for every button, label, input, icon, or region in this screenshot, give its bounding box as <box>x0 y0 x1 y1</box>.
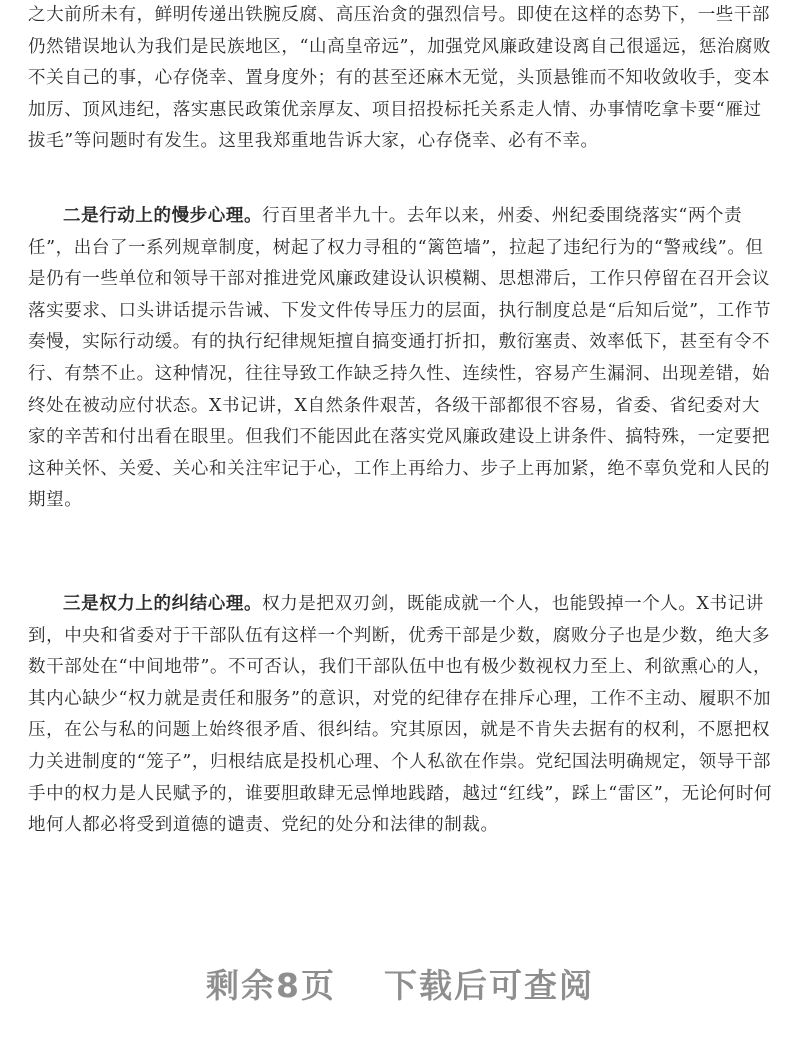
paragraph-2-body: 行百里者半九十。去年以来，州委、州纪委围绕落实“两个责任”，出台了一系列规章制度，树起了权力寻租的“篱笆墙”，拉起了违纪行为的“警戒线”。但是仍有一些单位和领导干部对推进党风廉政建设认识模糊、思想滞后，工作只停留在召开会议落实要求、口头讲话提示告诫、下发文件传导压力的层面，执行制度总是“后知后觉”，工作节奏慢，实际行动缓。有的执行纪律规矩擅自搞变通打折扣，敷衍塞责、效率低下，甚至有令不行、有禁不止。这种情况，往往导致工作缺乏持久性、连续性，容易产生漏洞、出现差错，始终处在被动应付状态。X书记讲，X自然条件艰苦，各级干部都很不容易，省委、省纪委对大家的辛苦和付出看在眼里。但我们不能因此在落实党风廉政建设上讲条件、搞特殊，一定要把这种关怀、关爱、关心和关注牢记于心，工作上再给力、步子上再加紧，绝不辜负党和人民的期望。 <box>28 206 772 511</box>
paragraph-3-body: 权力是把双刃剑，既能成就一个人，也能毁掉一个人。X书记讲到，中央和省委对于干部队伍有这样一个判断，优秀干部是少数，腐败分子也是少数，绝大多数干部处在“中间地带”。不可否认，我们干部队伍中也有极少数视权力至上、利欲熏心的人，其内心缺少“权力就是责任和服务”的意识，对党的纪律存在排斥心理，工作不主动、履职不加压，在公与私的问题上始终很矛盾、很纠结。究其原因，就是不肯失去据有的权利，不愿把权力关进制度的“笼子”，归根结底是投机心理、个人私欲在作祟。党纪国法明确规定，领导干部手中的权力是人民赋予的，谁要胆敢肆无忌惮地践踏，越过“红线”，踩上“雷区”，无论何时何地何人都必将受到道德的谴责、党纪的处分和法律的制裁。 <box>28 594 773 836</box>
paragraph-1: 之大前所未有，鲜明传递出铁腕反腐、高压治贪的强烈信号。即使在这样的态势下，一些干部仍然错误地认为我们是民族地区，“山高皇帝远”，加强党风廉政建设离自己很遥远，惩治腐败不关自己的事，心存侥幸、置身度外；有的甚至还麻木无觉，头顶悬锥而不知收敛收手，变本加厉、顶风违纪，落实惠民政策优亲厚友、项目招投标托关系走人情、办事情吃拿卡要“雁过拔毛”等问题时有发生。这里我郑重地告诉大家，心存侥幸、必有不幸。 <box>28 5 772 152</box>
download-prompt[interactable] <box>0 960 800 1007</box>
remaining-pages-label: 剩余8页 <box>206 966 336 1005</box>
paragraph-3-heading: 三是权力上的纠结心理。 <box>63 594 263 614</box>
paragraph-2-heading: 二是行动上的慢步心理。 <box>63 206 263 226</box>
paragraph-2 <box>28 201 774 517</box>
download-to-view-label: 下载后可查阅 <box>383 966 594 1005</box>
paragraph-3 <box>28 589 774 842</box>
